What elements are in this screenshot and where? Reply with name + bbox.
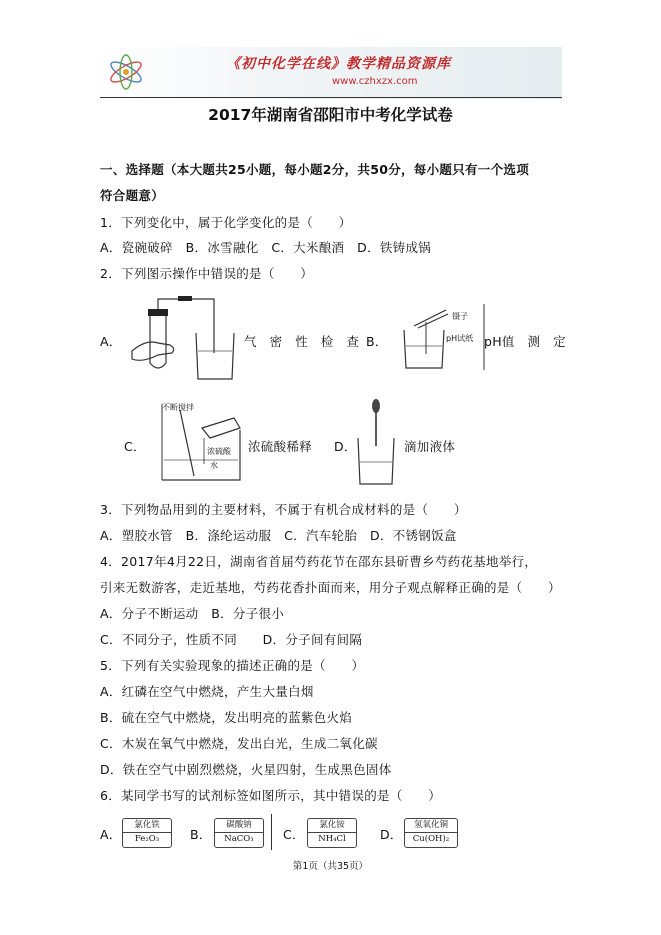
q1-options: A．瓷碗破碎 B．冰雪融化 C．大米酿酒 D．铁铸成锅: [100, 240, 432, 255]
section-heading-line2: 符合题意）: [100, 188, 165, 203]
q6-label-b: [214, 818, 264, 848]
q6-label-a-formula: Fe₂O₃: [134, 834, 160, 844]
q6-label-d-name: 氢氧化铜: [405, 819, 457, 833]
page-title: 2017年湖南省邵阳市中考化学试卷: [208, 106, 453, 124]
q2-option-c-text: 浓硫酸稀释: [248, 439, 313, 454]
q5-option-a: A．红磷在空气中燃烧，产生大量白烟: [100, 684, 314, 699]
q6-label-d-formula: Cu(OH)₂: [412, 834, 450, 844]
q2-option-c-letter: C．: [124, 439, 146, 454]
q6-divider: [271, 814, 272, 850]
q6-label-c-formula: NH₄Cl: [318, 834, 346, 844]
q6-option-c-letter: C．: [283, 827, 305, 842]
q6-label-d: [404, 818, 458, 848]
section-heading-line1: 一、选择题（本大题共25小题，每小题2分，共50分，每小题只有一个选项: [100, 162, 529, 177]
banner-url[interactable]: www.czhxzx.com: [332, 76, 418, 87]
q3-stem: 3．下列物品用到的主要材料，不属于有机合成材料的是（ ）: [100, 502, 467, 517]
q6-stem: 6．某同学书写的试剂标签如图所示，其中错误的是（ ）: [100, 788, 442, 803]
ph-tweezers-label: 镊子: [452, 312, 468, 321]
airtight-check-diagram: [128, 293, 238, 383]
banner-brand: 《初中化学在线》教学精品资源库: [226, 56, 451, 72]
q4-options-cd: C．不同分子，性质不同 D．分子间有间隔: [100, 632, 363, 647]
q3-options: A．塑胶水管 B．涤纶运动服 C．汽车轮胎 D．不锈钢饭盒: [100, 528, 457, 543]
q6-option-b-letter: B．: [190, 827, 212, 842]
q6-option-a-letter: A．: [100, 827, 122, 842]
q6-label-b-name: 碳酸钠: [215, 819, 263, 833]
dropper-diagram: [352, 398, 402, 488]
atom-logo-icon: [106, 51, 146, 93]
q4-stem-line2: 引来无数游客，走近基地，芍药花香扑面而来，用分子观点解释正确的是（ ）: [100, 580, 561, 595]
q1-stem: 1．下列变化中，属于化学变化的是（ ）: [100, 215, 352, 230]
q4-options-ab: A．分子不断运动 B．分子很小: [100, 606, 285, 621]
q5-option-b: B．硫在空气中燃烧，发出明亮的蓝紫色火焰: [100, 710, 353, 725]
q2-stem: 2．下列图示操作中错误的是（ ）: [100, 266, 314, 281]
q6-label-c: [307, 818, 357, 848]
header-divider: [100, 97, 562, 98]
q6-label-a: [122, 818, 172, 848]
q5-option-c: C．木炭在氧气中燃烧，发出白光，生成二氧化碳: [100, 736, 378, 751]
q6-label-c-name: 氯化铵: [308, 819, 356, 833]
q2-option-a-letter: A．: [100, 334, 122, 349]
acid-water-label: 水: [210, 461, 218, 470]
q6-label-b-formula: NaCO₃: [224, 834, 254, 844]
ph-paper-label: pH试纸: [446, 334, 474, 343]
q2-option-a-text: 气 密 性 检 查: [244, 334, 360, 349]
q2-option-b-letter: B．: [366, 334, 388, 349]
q2-option-d-text: 滴加液体: [404, 439, 456, 454]
q2-option-b-text: pH值 测 定: [484, 334, 566, 349]
q5-stem: 5．下列有关实验现象的描述正确的是（ ）: [100, 658, 365, 673]
page-footer: 第1页（共35页）: [292, 861, 369, 872]
q2-option-d-letter: D．: [334, 439, 357, 454]
q5-option-d: D．铁在空气中剧烈燃烧，火星四射，生成黑色固体: [100, 762, 392, 777]
acid-stir-label: 不断搅拌: [162, 403, 194, 412]
q6-label-a-name: 氯化铁: [123, 819, 171, 833]
header-banner: [100, 47, 562, 99]
q4-stem-line1: 4．2017年4月22日，湖南省首届芍药花节在邵东县斫曹乡芍药花基地举行，: [100, 554, 538, 569]
q6-option-d-letter: D．: [380, 827, 403, 842]
acid-concentrated-label: 浓硫酸: [207, 447, 231, 456]
